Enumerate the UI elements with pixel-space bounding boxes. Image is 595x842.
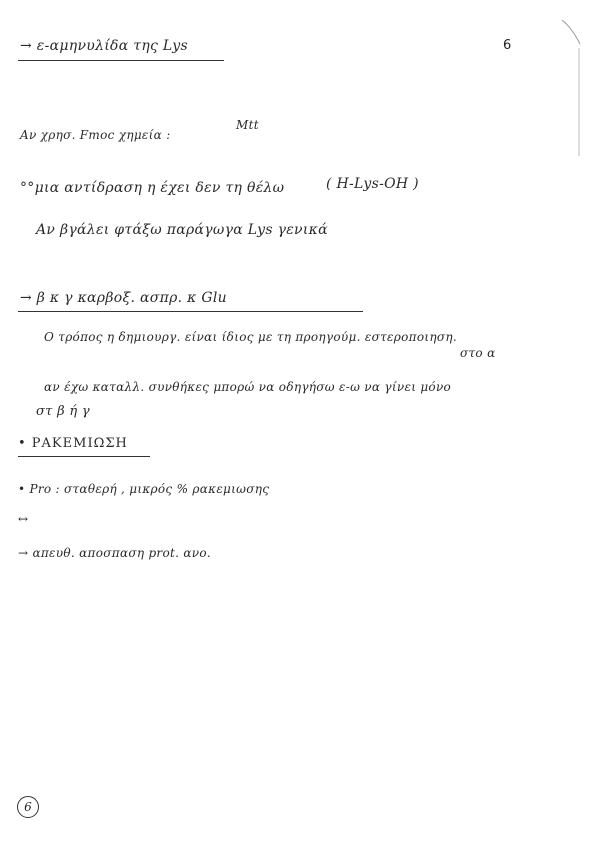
product-note: Αν βγάλει φτάξω παράγωγα Lys γενικά bbox=[36, 222, 328, 238]
deprotection-note: → απευθ. αποσπαση prot. ανο. bbox=[18, 546, 211, 560]
reaction-formula: ( H-Lys-OH ) bbox=[326, 176, 419, 192]
carboxyl-heading: → β κ γ καρβοξ. ασπρ. κ Glu bbox=[20, 290, 227, 306]
reagent-label: Αν χρησ. Fmoc χημεία : bbox=[20, 128, 171, 142]
reaction-note: °°μια αντίδραση η έχει δεν τη θέλω bbox=[20, 180, 285, 196]
heading-e-amine-lys: → ε-αμηνυλίδα της Lys bbox=[20, 38, 188, 54]
catalyst-note: αν έχω καταλλ. συνθήκες μπορώ να οδηγήσω ε-ω να γίνει μόνο bbox=[44, 380, 452, 394]
racemization-heading: • ΡΑΚΕΜΙΩΣΗ bbox=[18, 436, 128, 451]
method-note: Ο τρόπος η δημιουργ. είναι ίδιος με τη προηγούμ. εστεροποιηση. bbox=[44, 330, 457, 344]
arrow-line: ↔ bbox=[18, 512, 29, 526]
reagent-value: Mtt bbox=[236, 118, 259, 132]
racemization-underline bbox=[18, 456, 150, 457]
pro-note: • Pro : σταθερή , μικρός % ρακεμιωσης bbox=[18, 482, 270, 496]
catalyst-note-suffix: στ β ή γ bbox=[36, 404, 90, 419]
heading-underline bbox=[18, 60, 224, 61]
method-note-suffix: στο α bbox=[460, 346, 496, 360]
carboxyl-underline bbox=[18, 311, 363, 312]
circled-page-number: 6 bbox=[17, 796, 39, 818]
page-number: 6 bbox=[503, 38, 512, 53]
page-corner-fold bbox=[560, 18, 590, 158]
